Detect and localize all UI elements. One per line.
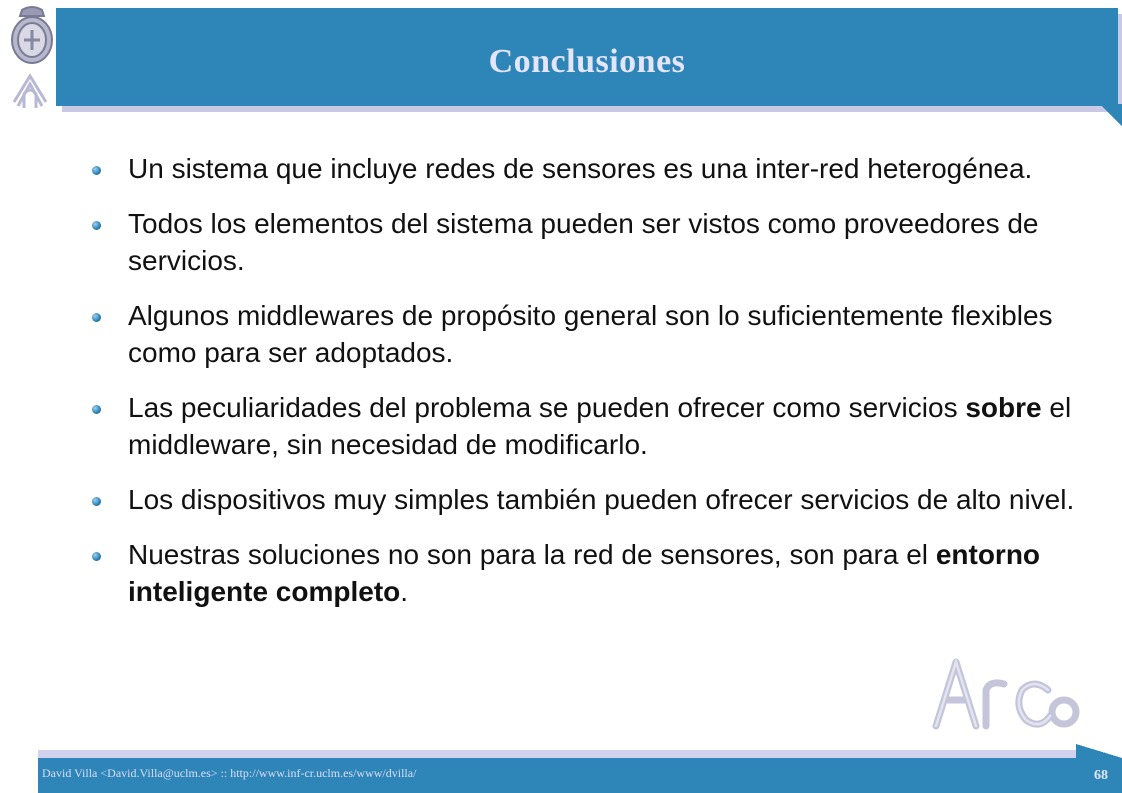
footer-author-text: David Villa <David.Villa@uclm.es> :: http://www.inf-cr.uclm.es/www/dvilla/ [42, 766, 417, 780]
page-number: 68 [1094, 768, 1108, 783]
title-banner-corner [1100, 104, 1122, 126]
bullet-item [88, 297, 1078, 371]
bullet-text: Un sistema que incluye redes de sensores es una inter-red heterogénea. [128, 153, 1033, 184]
bullet-item [88, 536, 1078, 610]
bullet-item [88, 481, 1078, 518]
sphere-bullet-icon [92, 221, 101, 230]
university-crest-logo [6, 4, 58, 124]
bullet-text: Todos los elementos del sistema pueden ser vistos como proveedores de servicios. [128, 208, 1039, 276]
footer-notch [1076, 744, 1122, 758]
bullet-text: Los dispositivos muy simples también pueden ofrecer servicios de alto nivel. [128, 484, 1075, 515]
bullet-text: . [400, 576, 409, 607]
bullet-text: el middleware, sin necesidad de modificarlo. [128, 392, 1072, 460]
bullet-text: Algunos middlewares de propósito general son lo suficientemente flexibles como para ser adoptados. [128, 300, 1053, 368]
arco-logo [922, 650, 1082, 736]
bullet-text: Las peculiaridades del problema se pueden ofrecer como servicios [128, 392, 966, 423]
bullet-text: Nuestras soluciones no son para la red de sensores, son para el [128, 539, 936, 570]
title-banner [56, 8, 1118, 106]
sphere-bullet-icon [92, 497, 101, 506]
sphere-bullet-icon [92, 313, 101, 322]
sphere-bullet-icon [92, 166, 101, 175]
bullet-item [88, 150, 1078, 187]
sphere-bullet-icon [92, 405, 101, 414]
footer-divider [38, 750, 1078, 758]
sphere-bullet-icon [92, 552, 101, 561]
bullet-list [88, 150, 1078, 628]
bullet-emphasis-text: entorno inteligente completo [128, 539, 1041, 607]
bullet-item [88, 389, 1078, 463]
bullet-item [88, 205, 1078, 279]
slide-title: Conclusiones [488, 43, 686, 80]
bullet-emphasis-text: sobre [965, 392, 1042, 423]
